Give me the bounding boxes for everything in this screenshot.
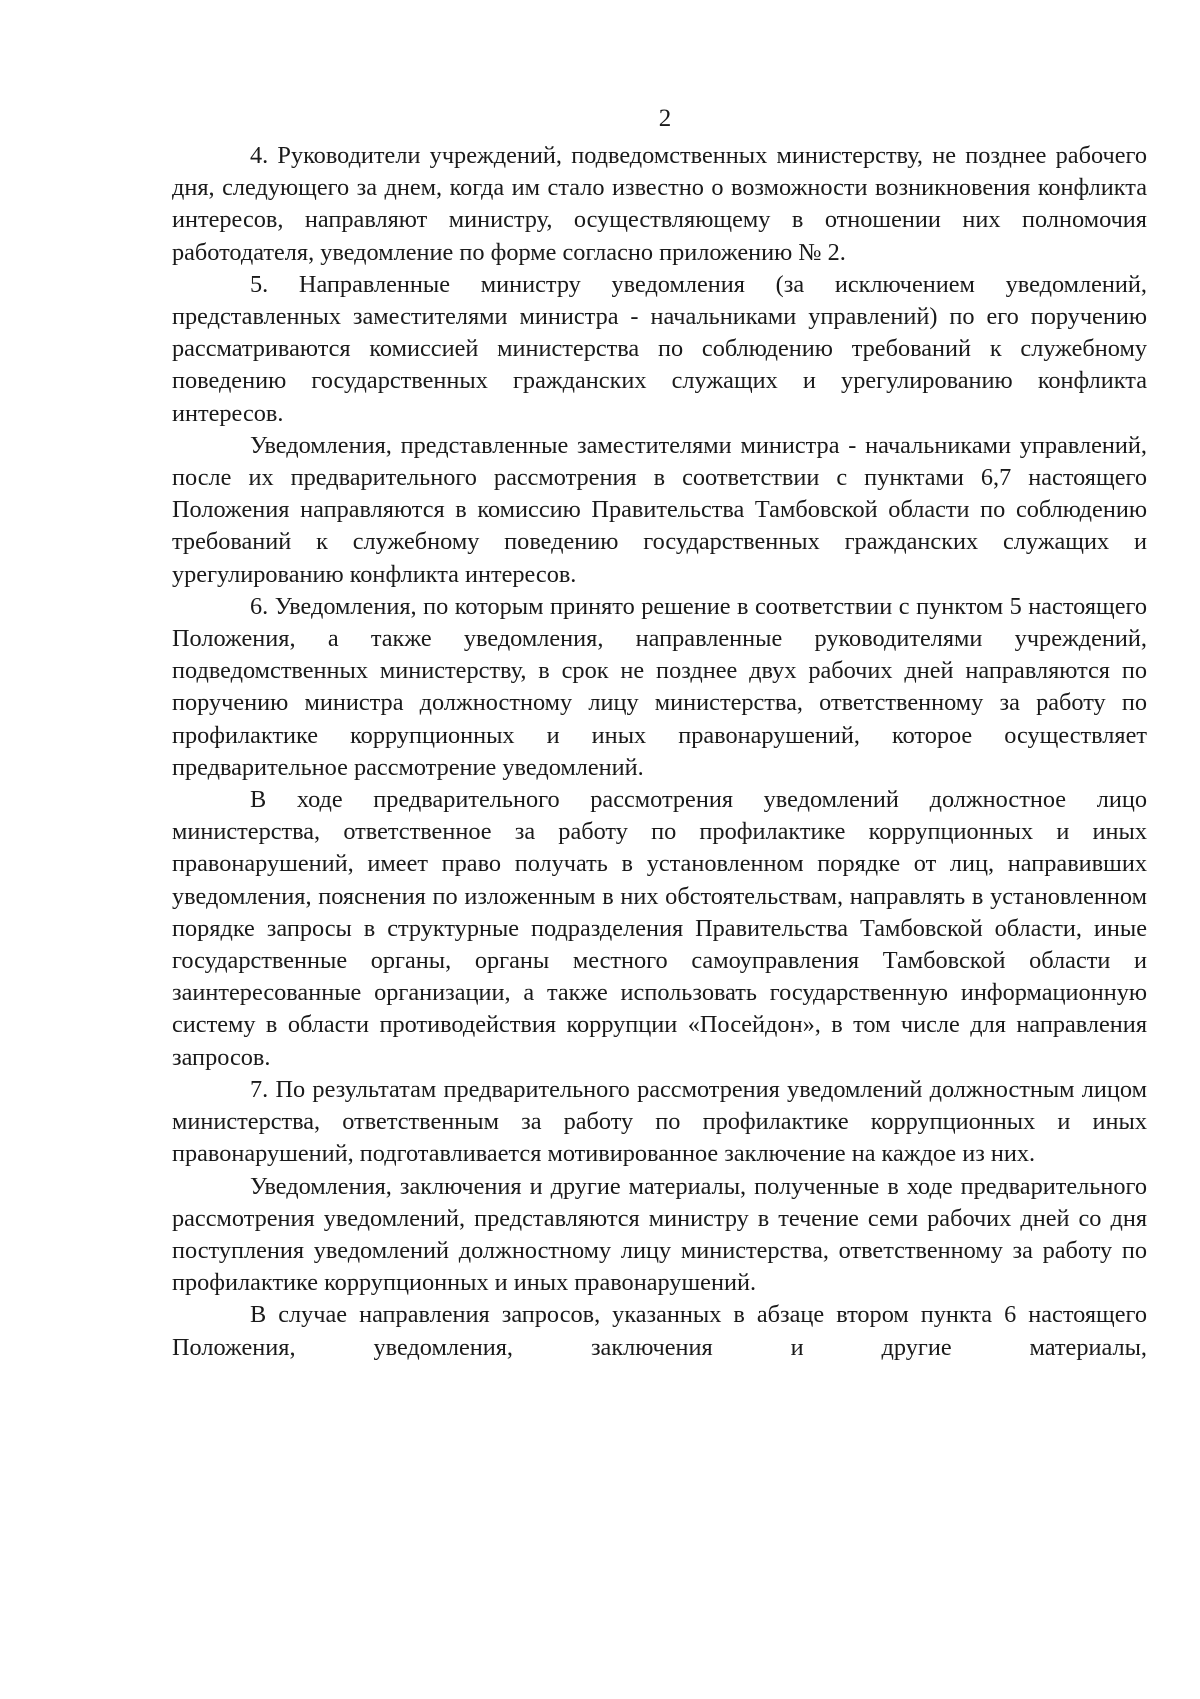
paragraph-clause-7-third: В случае направления запросов, указанных в абзаце втором пункта 6 настоящего Положения, уведомления, заключения и другие материалы,: [172, 1301, 1147, 1361]
paragraph-clause-7-second: Уведомления, заключения и другие материалы, полученные в ходе предварительного рассмотрения уведомлений, представляются министру в течение семи рабочих дней со дня поступления уведомлений должностному лицу министерства, ответственному за работу по профилактике коррупционных и иных правонарушений.: [172, 1172, 1147, 1297]
paragraph-clause-4: 4. Руководители учреждений, подведомственных министерству, не позднее рабочего дня, следующего за днем, когда им стало известно о возможности возникновения конфликта интересов, направляют министру, осуществляющему в отношении них полномочия работодателя, уведомление по форме согласно приложению № 2.: [172, 142, 1147, 266]
paragraph-clause-5: 5. Направленные министру уведомления (за исключением уведомлений, представленных заместителями министра - начальниками управлений) по его поручению рассматриваются комиссией министерства по соблюдению требований к служебному поведению государственных гражданских служащих и урегулированию конфликта интересов.: [172, 270, 1147, 427]
document-body: [172, 140, 1147, 1364]
paragraph-clause-7: 7. По результатам предварительного рассмотрения уведомлений должностным лицом министерства, ответственным за работу по профилактике коррупционных и иных правонарушений, подготавливается мотивированное заключение на каждое из них.: [172, 1075, 1147, 1168]
paragraph-clause-5-second: Уведомления, представленные заместителями министра - начальниками управлений, после их предварительного рассмотрения в соответствии с пунктами 6,7 настоящего Положения направляются в комиссию Правительства Тамбовской области по соблюдению требований к служебному поведению государственных гражданских служащих и урегулированию конфликта интересов.: [172, 431, 1147, 588]
paragraph-clause-6-second: В ходе предварительного рассмотрения уведомлений должностное лицо министерства, ответственное за работу по профилактике коррупционных и иных правонарушений, имеет право получать в установленном порядке от лиц, направивших уведомления, пояснения по изложенным в них обстоятельствам, направлять в установленном порядке запросы в структурные подразделения Правительства Тамбовской области, иные государственные органы, органы местного самоуправления Тамбовской области и заинтересованные организации, а также использовать государственную информационную систему в области противодействия коррупции «Посейдон», в том числе для направления запросов.: [172, 786, 1147, 1071]
paragraph-clause-6: 6. Уведомления, по которым принято решение в соответствии с пунктом 5 настоящего Положения, а также уведомления, направленные руководителями учреждений, подведомственных министерству, в срок не позднее двух рабочих дней направляются по поручению министра должностному лицу министерства, ответственному за работу по профилактике коррупционных и иных правонарушений, которое осуществляет предварительное рассмотрение уведомлений.: [172, 592, 1147, 781]
page-number: 2: [658, 105, 672, 132]
